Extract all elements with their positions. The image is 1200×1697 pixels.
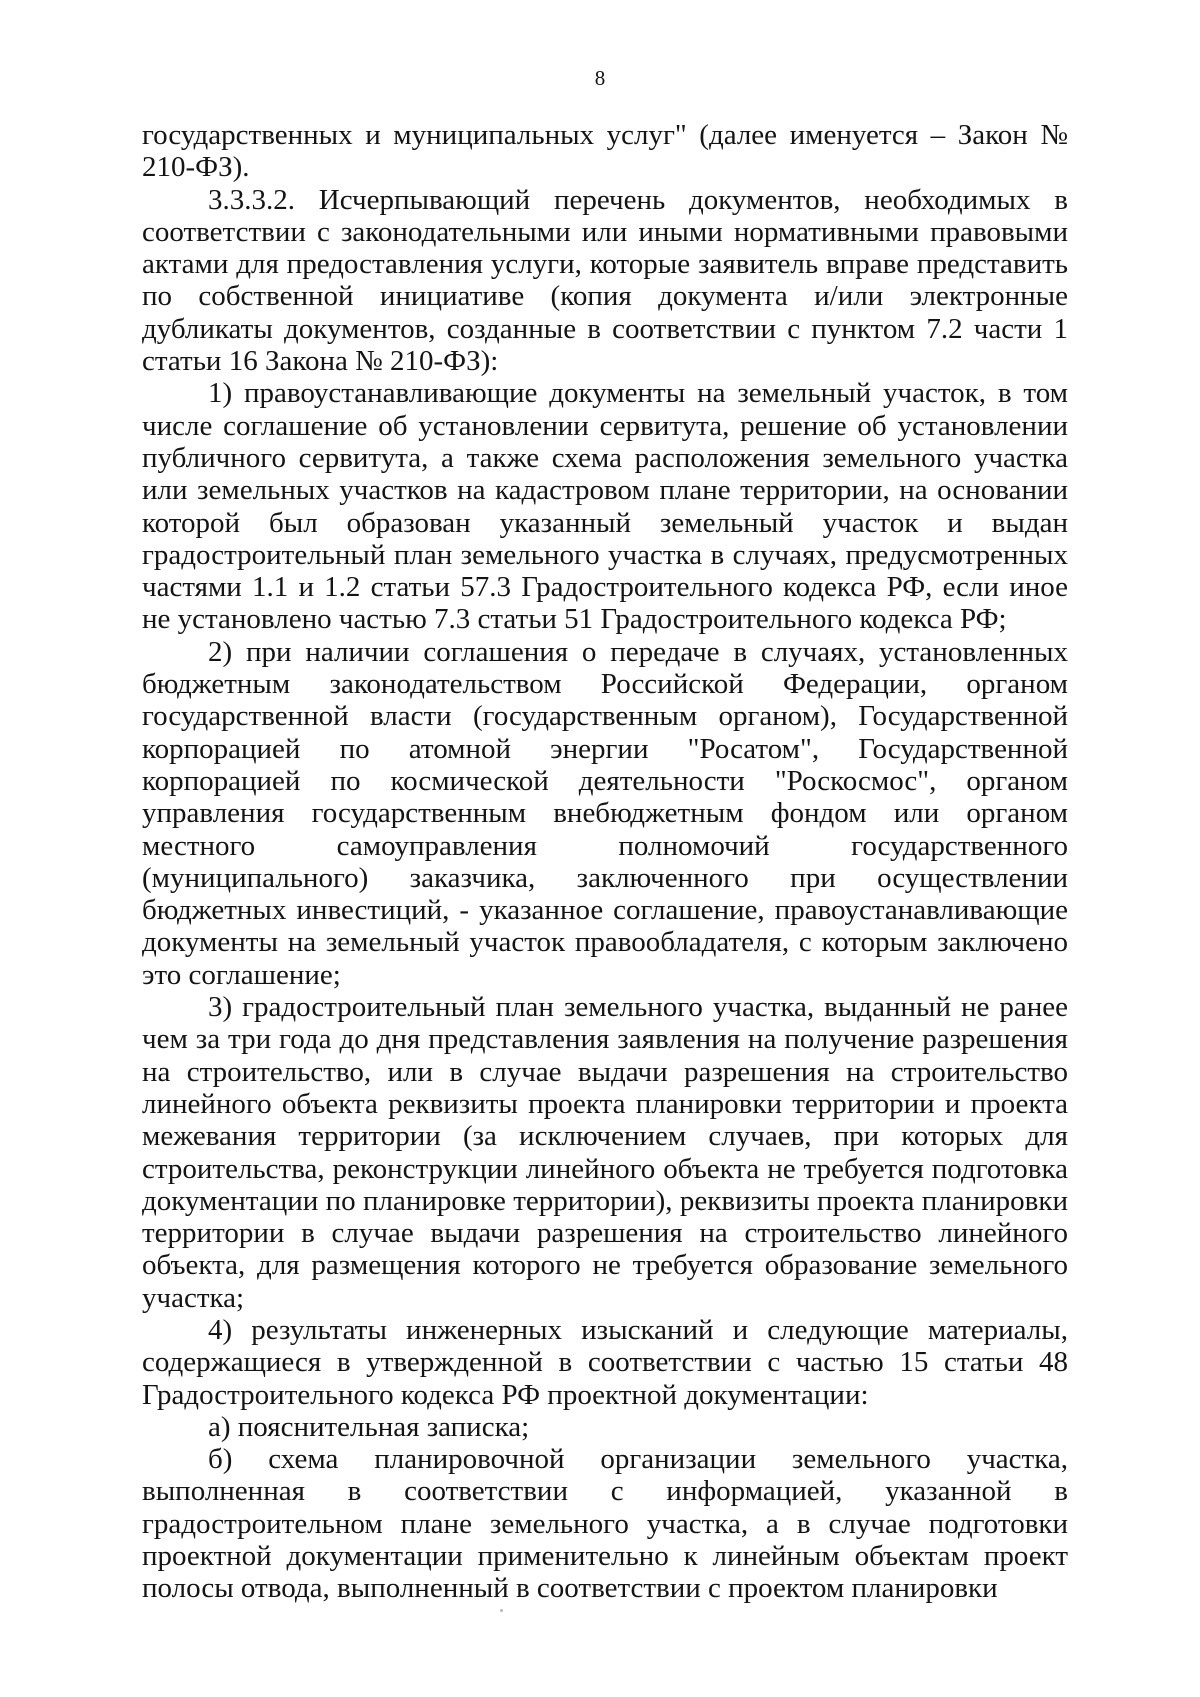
list-item-1: 1) правоустанавливающие документы на земельный участок, в том числе соглашение об установлении сервитута, решение об установлении публичного сервитута, а также схема расположения земельного участка или земельных участков на кадастровом плане территории, на основании которой был образован указанный земельный участок и выдан градостроительный план земельного участка в случаях, предусмотренных частями 1.1 и 1.2 статьи 57.3 Градостроительного кодекса РФ, если иное не установлено частью 7.3 статьи 51 Градостроительного кодекса РФ;	[142, 377, 1068, 636]
sub-item-b: б) схема планировочной организации земельного участка, выполненная в соответствии с информацией, указанной в градостроительном плане земельного участка, а в случае подготовки проектной документации применительно к линейным объектам проект полосы отвода, выполненный в соответствии с проектом планировки	[142, 1443, 1068, 1605]
list-item-3: 3) градостроительный план земельного участка, выданный не ранее чем за три года до дня представления заявления на получение разрешения на строительство, или в случае выдачи разрешения на строительство линейного объекта реквизиты проекта планировки территории и проекта межевания территории (за исключением случаев, при которых для строительства, реконструкции линейного объекта не требуется подготовка документации по планировке территории), реквизиты проекта планировки территории в случае выдачи разрешения на строительство линейного объекта, для размещения которого не требуется образование земельного участка;	[142, 991, 1068, 1314]
list-item-2: 2) при наличии соглашения о передаче в случаях, установленных бюджетным законодательством Российской Федерации, органом государственной власти (государственным органом), Государственной корпорацией по атомной энергии "Росатом", Государственной корпорацией по космической деятельности "Роскосмос", органом управления государственным внебюджетным фондом или органом местного самоуправления полномочий государственного (муниципального) заказчика, заключенного при осуществлении бюджетных инвестиций, - указанное соглашение, правоустанавливающие документы на земельный участок правообладателя, с которым заключено это соглашение;	[142, 635, 1068, 991]
scan-artifact	[500, 1609, 503, 1612]
sub-item-a: а) пояснительная записка;	[208, 1410, 530, 1443]
paragraph-3-3-3-2: 3.3.3.2. Исчерпывающий перечень документов, необходимых в соответствии с законодательными или иными нормативными правовыми актами для предоставления услуги, которые заявитель вправе представить по собственной инициативе (копия документа и/или электронные дубликаты документов, созданные в соответствии с пунктом 7.2 части 1 статьи 16 Закона № 210-ФЗ):	[142, 183, 1068, 378]
page-number: 8	[594, 66, 606, 90]
paragraph-continuation: государственных и муниципальных услуг" (далее именуется – Закон № 210-ФЗ).	[142, 119, 1068, 184]
list-item-4: 4) результаты инженерных изысканий и следующие материалы, содержащиеся в утвержденной в соответствии с частью 15 статьи 48 Градостроительного кодекса РФ проектной документации:	[142, 1313, 1068, 1411]
document-body	[142, 119, 1068, 1605]
